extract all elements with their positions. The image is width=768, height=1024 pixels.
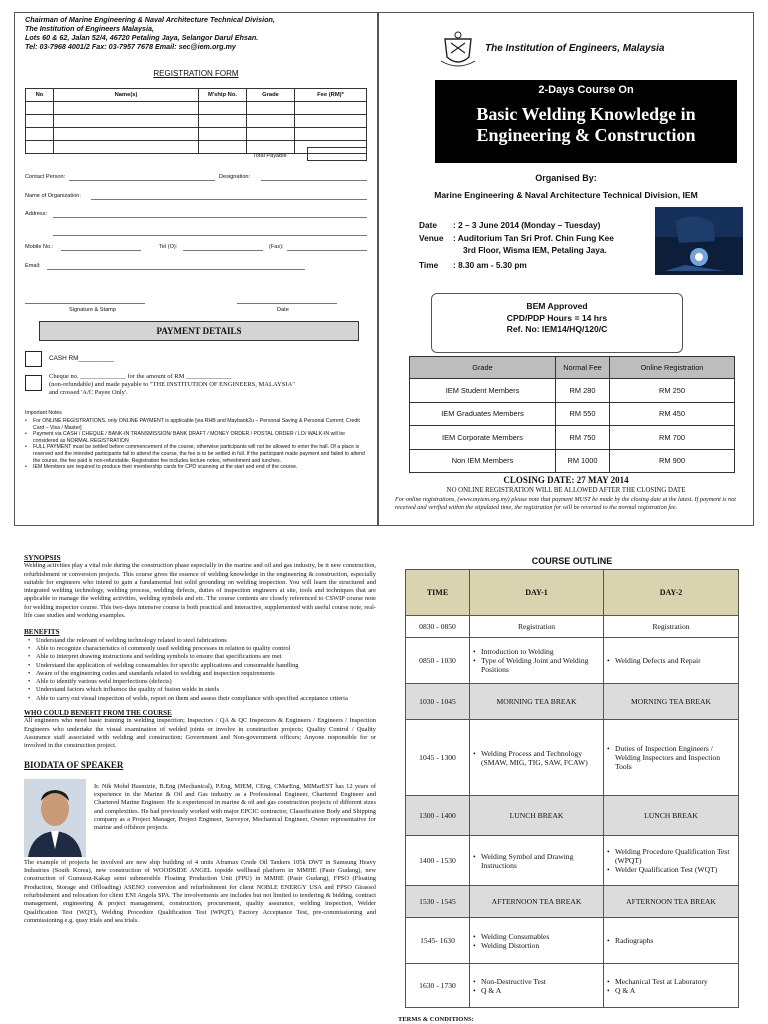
cash-label: CASH RM__________ [49, 355, 115, 362]
venue-value-2: 3rd Floor, Wisma IEM, Petaling Jaya. [463, 245, 607, 255]
list-item: • Able to interpret drawing instructions and welding symbols to ensure that specifications are met [28, 653, 376, 661]
fee-col-grade: Grade [410, 357, 556, 379]
col-mship: M'ship No. [199, 89, 247, 102]
list-item: • Welding Distortion [473, 941, 600, 950]
address-input[interactable] [53, 217, 367, 218]
cheque-checkbox[interactable] [25, 375, 42, 391]
org-input[interactable] [91, 199, 367, 200]
mobile-input[interactable] [61, 250, 141, 251]
outline-title: COURSE OUTLINE [531, 556, 613, 566]
synopsis-title: SYNOPSIS [24, 553, 61, 562]
fee-col-normal: Normal Fee [556, 357, 610, 379]
online-note: For online registrations, (www.myiem.org.my) please note that payment MUST be made by the closing date at the latest. If payment is not received and verified within the stipulated time, the registration for will be reverted to the normal registration fee. [395, 496, 736, 511]
list-item: • Radiographs [607, 936, 735, 945]
bem-scroll [431, 293, 683, 353]
welding-photo [655, 207, 743, 275]
list-item: • Welding Process and Technology (SMAW, MIG, TIG, SAW, FCAW) [473, 749, 600, 767]
venue-label: Venue [419, 232, 444, 243]
email-input[interactable] [47, 269, 305, 270]
address-label: Address: [25, 211, 48, 217]
date-label: Date [419, 220, 437, 230]
fax-label: (Fax): [269, 244, 284, 250]
list-item: • Q & A [607, 986, 735, 995]
speaker-avatar [24, 779, 86, 857]
table-row: 0850 - 1030 • Introduction to Welding • Type of Welding Joint and Welding Positions • Welding Defects and Repair [406, 638, 739, 684]
banner-title-line: Basic Welding Knowledge in [476, 104, 696, 124]
table-row: 1400 - 1530 • Welding Symbol and Drawing Instructions • Welding Procedure Qualification Test (WPQT) • Welder Qualification Test (WQT) [406, 836, 739, 886]
ref-no: Ref. No: IEM14/HQ/120/C [506, 324, 608, 334]
organised-by: Organised By: [535, 173, 597, 183]
col-fee: Fee (RM)* [295, 89, 367, 102]
banner-title-line: Engineering & Construction [476, 125, 696, 145]
bio-title: BIODATA OF SPEAKER [24, 759, 124, 770]
col-time: TIME [406, 570, 470, 616]
list-item: • Aware of the engineering codes and standards related to welding and inspection requirements [28, 670, 376, 678]
address-input-2[interactable] [53, 235, 367, 236]
note-item: • For ONLINE REGISTRATIONS, only ONLINE PAYMENT is applicable [via RHB and Maybank2u – Personal Saving & Personal Current; Credit Card – Visa / Master] [25, 418, 369, 431]
list-item: • Understand factors which influence the quality of fusion welds in steels [28, 686, 376, 694]
fee-table [409, 356, 735, 473]
col-name: Name(s) [54, 89, 199, 102]
mobile-label: Mobile No.: [25, 244, 54, 250]
table-row: 1045 - 1300 • Welding Process and Technology (SMAW, MIG, TIG, SAW, FCAW) • Duties of Inspection Engineers / Welding Inspectors and Inspection Tools [406, 720, 739, 796]
who-text: All engineers who need basic training in welding inspection; Inspectors / QA & QC Inspectors & Engineers / Engineers / Inspection Engineers who undertake the visual examination of welded joints or involve in construction projects; Quality Control / Quality Assurance staff associated with welding and construction; Government and Non-government officers; Anyone responsible for or involved in the construction project. [24, 717, 376, 750]
date-field[interactable] [237, 303, 337, 304]
col-day1: DAY-1 [470, 570, 604, 616]
list-item: • Q & A [473, 986, 600, 995]
list-item: • Understand the relevant of welding technology related to steel fabrications [28, 637, 376, 645]
date-label: Date [277, 307, 289, 313]
table-row: IEM Graduates Members RM 550 RM 450 [410, 402, 735, 426]
fax-input[interactable] [287, 250, 367, 251]
total-payable-label: Total Payable [253, 153, 287, 159]
banner-subtitle: 2-Days Course On [538, 84, 634, 96]
total-payable-field[interactable] [307, 147, 367, 161]
flyer-panel [378, 12, 754, 526]
list-item: • Introduction to Welding [473, 647, 600, 656]
table-row[interactable] [26, 115, 367, 128]
fee-col-online: Online Registration [610, 357, 735, 379]
benefits-list [28, 637, 376, 703]
cheque-line: Cheque no. ______________ for the amount of RM ______________ [49, 373, 232, 380]
signature-label: Signature & Stamp [69, 307, 116, 313]
address-line: Lots 60 & 62, Jalan 52/4, 46720 Petaling Jaya, Selangor Darul Ehsan. [25, 33, 259, 42]
bem-approved: BEM Approved [526, 301, 588, 311]
time-value: : 8.30 am - 5.30 pm [453, 259, 527, 270]
registration-table [25, 88, 367, 154]
list-item: • Welding Defects and Repair [607, 656, 735, 665]
table-row: IEM Corporate Members RM 750 RM 700 [410, 426, 735, 450]
table-row: Non IEM Members RM 1000 RM 900 [410, 449, 735, 473]
course-details [419, 219, 614, 271]
no-online-notice: NO ONLINE REGISTRATION WILL BE ALLOWED AFTER THE CLOSING DATE [446, 487, 686, 494]
who-title: WHO COULD BENEFIT FROM THE COURSE [24, 709, 172, 718]
table-row: 1030 - 1045 MORNING TEA BREAK MORNING TEA BREAK [406, 684, 739, 720]
institution-name: The Institution of Engineers, Malaysia [485, 43, 665, 54]
table-row: 1545- 1630 • Welding Consumables • Welding Distortion • Radiographs [406, 918, 739, 964]
table-row: 0830 - 0850 Registration Registration [406, 616, 739, 638]
tel-label: Tel (O): [159, 244, 178, 250]
division-name: Marine Engineering & Naval Architecture Technical Division, IEM [434, 190, 698, 200]
list-item: • Able to identify various weld imperfections (defects) [28, 678, 376, 686]
date-value: : 2 – 3 June 2014 (Monday – Tuesday) [453, 220, 601, 230]
col-day2: DAY-2 [604, 570, 739, 616]
registration-form-panel [14, 12, 378, 526]
time-label: Time [419, 259, 439, 270]
course-banner [435, 80, 737, 163]
signature-field[interactable] [25, 303, 145, 304]
notes-list [25, 418, 369, 471]
table-row: IEM Student Members RM 280 RM 250 [410, 379, 735, 403]
cheque-line: (non-refundable) and made payable to "THE INSTITUTION OF ENGINEERS, MALAYSIA" [49, 381, 295, 388]
table-row: 1530 - 1545 AFTERNOON TEA BREAK AFTERNOON TEA BREAK [406, 886, 739, 918]
cheque-line: and crossed 'A/C Payee Only'. [49, 389, 128, 396]
list-item: • Mechanical Test at Laboratory [607, 977, 735, 986]
course-outline-panel [392, 556, 752, 1024]
list-item: • Welding Consumables [473, 932, 600, 941]
terms-title: TERMS & CONDITIONS: [398, 1016, 474, 1023]
address-line: Tel: 03-7968 4001/2 Fax: 03-7957 7678 Email: sec@iem.org.my [25, 42, 236, 51]
list-item: • Type of Welding Joint and Welding Positions [473, 656, 600, 674]
table-row[interactable] [26, 128, 367, 141]
list-item: • Welder Qualification Test (WQT) [607, 865, 735, 874]
table-row: 1300 - 1400 LUNCH BREAK LUNCH BREAK [406, 796, 739, 836]
email-label: Email: [25, 263, 41, 269]
form-title: REGISTRATION FORM [153, 69, 239, 78]
notes-title: Important Notes [25, 410, 62, 416]
note-item: • Payment via CASH / CHEQUE / BANK-IN TRANSMISSION/ BANK DRAFT / MONEY ORDER / POSTAL ORDER / LO/ WALK-IN will be considered as NORMAL REGISTRATION [25, 431, 369, 444]
address-line: The Institution of Engineers Malaysia, [25, 24, 154, 33]
col-no: No [26, 89, 54, 102]
cash-checkbox[interactable] [25, 351, 42, 367]
outline-table [405, 569, 739, 1008]
designation-label: Designation: [219, 174, 251, 180]
org-label: Name of Organization: [25, 193, 81, 199]
list-item: • Able to carry out visual inspection of welds, report on them and assess their compliance with specified acceptance criteria [28, 695, 376, 703]
list-item: • Able to recognize characteristics of commonly used welding processes in relation to quality control [28, 645, 376, 653]
address-block [25, 15, 375, 51]
list-item: • Duties of Inspection Engineers / Welding Inspectors and Inspection Tools [607, 744, 735, 771]
table-row: 1630 - 1730 • Non-Destructive Test • Q & A • Mechanical Test at Laboratory • Q & A [406, 964, 739, 1008]
designation-input[interactable] [261, 180, 367, 181]
contact-label: Contact Person: [25, 174, 66, 180]
list-item: • Understand the application of welding consumables for specific applications and consumable handling [28, 662, 376, 670]
list-item: • Welding Symbol and Drawing Instructions [473, 852, 600, 870]
note-item: • IEM Members are required to produce their membership cards for CPD scanning at the start and end of the course. [25, 464, 369, 471]
contact-input[interactable] [69, 180, 215, 181]
payment-details-header: PAYMENT DETAILS [39, 321, 359, 341]
address-line: Chairman of Marine Engineering & Naval Architecture Technical Division, [25, 15, 275, 24]
tel-input[interactable] [183, 250, 263, 251]
col-grade: Grade [247, 89, 295, 102]
note-item: • FULL PAYMENT must be settled before commencement of the course, otherwise participants will not be allowed to enter the hall. Of a place is reserved and the intended participants fail to attend the course, the fee is to be settled in full. If the participant made payment and failed to attend the course, the fee paid is non-refundable. Registration fee includes lecture notes, refreshment and lunches. [25, 444, 369, 464]
table-row[interactable] [26, 102, 367, 115]
bio-text-2: The example of projects he involved are new ship building of 4 units Aframax Crude Oil Tankers 105k DWT in Samsung Heavy Industries (South Korea), new construction of WOODSIDE ANGEL topside wellhead platform in MMHE (Pasir Gudang), new construction of Gumusut-Kakap semi submersible Floating Production Unit (FPU) in MMHE (Pasir Gudang), FPSO (Floating Production, Storage and Offloading) ASENO conversion and refurbishment for client NOBLE ENERGY USA and FPSO Girassol refurbishment and relocation for client ENI Angola SPA. The involvements are includes but not limited to tendering & bidding, contract management, engineering & project management, construction, procurement, quality assurance, welding inspection, Welder Qualification Test (WQT), Welding Procedure Qualification Test (WPQT), Factory Acceptance Test, pre-commissioning and commissioning e.g. quay trials and sea trials. [24, 858, 376, 924]
venue-value: : Auditorium Tan Sri Prof. Chin Fung Kee [453, 232, 614, 243]
closing-date: CLOSING DATE: 27 MAY 2014 [503, 475, 629, 485]
list-item: • Non-Destructive Test [473, 977, 600, 986]
cheque-text [49, 373, 369, 397]
iem-crest-icon [439, 31, 477, 71]
benefits-title: BENEFITS [24, 628, 60, 637]
synopsis-panel [24, 554, 376, 1024]
bio-text-1: Ir. Nik Mohd Hasmizie, B.Eng (Mechanical), P.Eng, MIEM, CEng, CMarEng, MIMarEST has 12 years of experience in the Marine & Oil and Gas industry as a Professional Engineer, Chartered Engineer and Chartered Marine Engineer. He is experienced in marine & oil and gas construction projects of different sizes and complexities. He had previously worked with major EPCIC contractor, Classification Body and Shipping company as a Project Manager, Project Engineer, Surveyor, Mechanical Engineer, Owner representative for marine and offshore projects. [94, 782, 376, 832]
cpd-hours: CPD/PDP Hours = 14 hrs [506, 312, 608, 323]
synopsis-text: Welding activities play a vital role during the construction phase especially in the marine and oil and gas industry, be it new construction, refurbishment or conversion projects. This course gives the essence of welding knowledge in the engineering & construction, especially suitable for engineers who intend to gain a fundamental but solid grounding on welding inspection. You will learn the structured and integrated welding technology, welding process, welding defects, duties of inspection engineers at site, tools and techniques that are applicable to manage the welding activities, welding symbols and etc. The course contents are closely referenced to CSWIP course note for welding inspector course. This two-days intensive course is both practical and interactive, supplemented with useful course note, real-life case studies and working examples. [24, 562, 376, 620]
list-item: • Welding Procedure Qualification Test (WPQT) [607, 847, 735, 865]
